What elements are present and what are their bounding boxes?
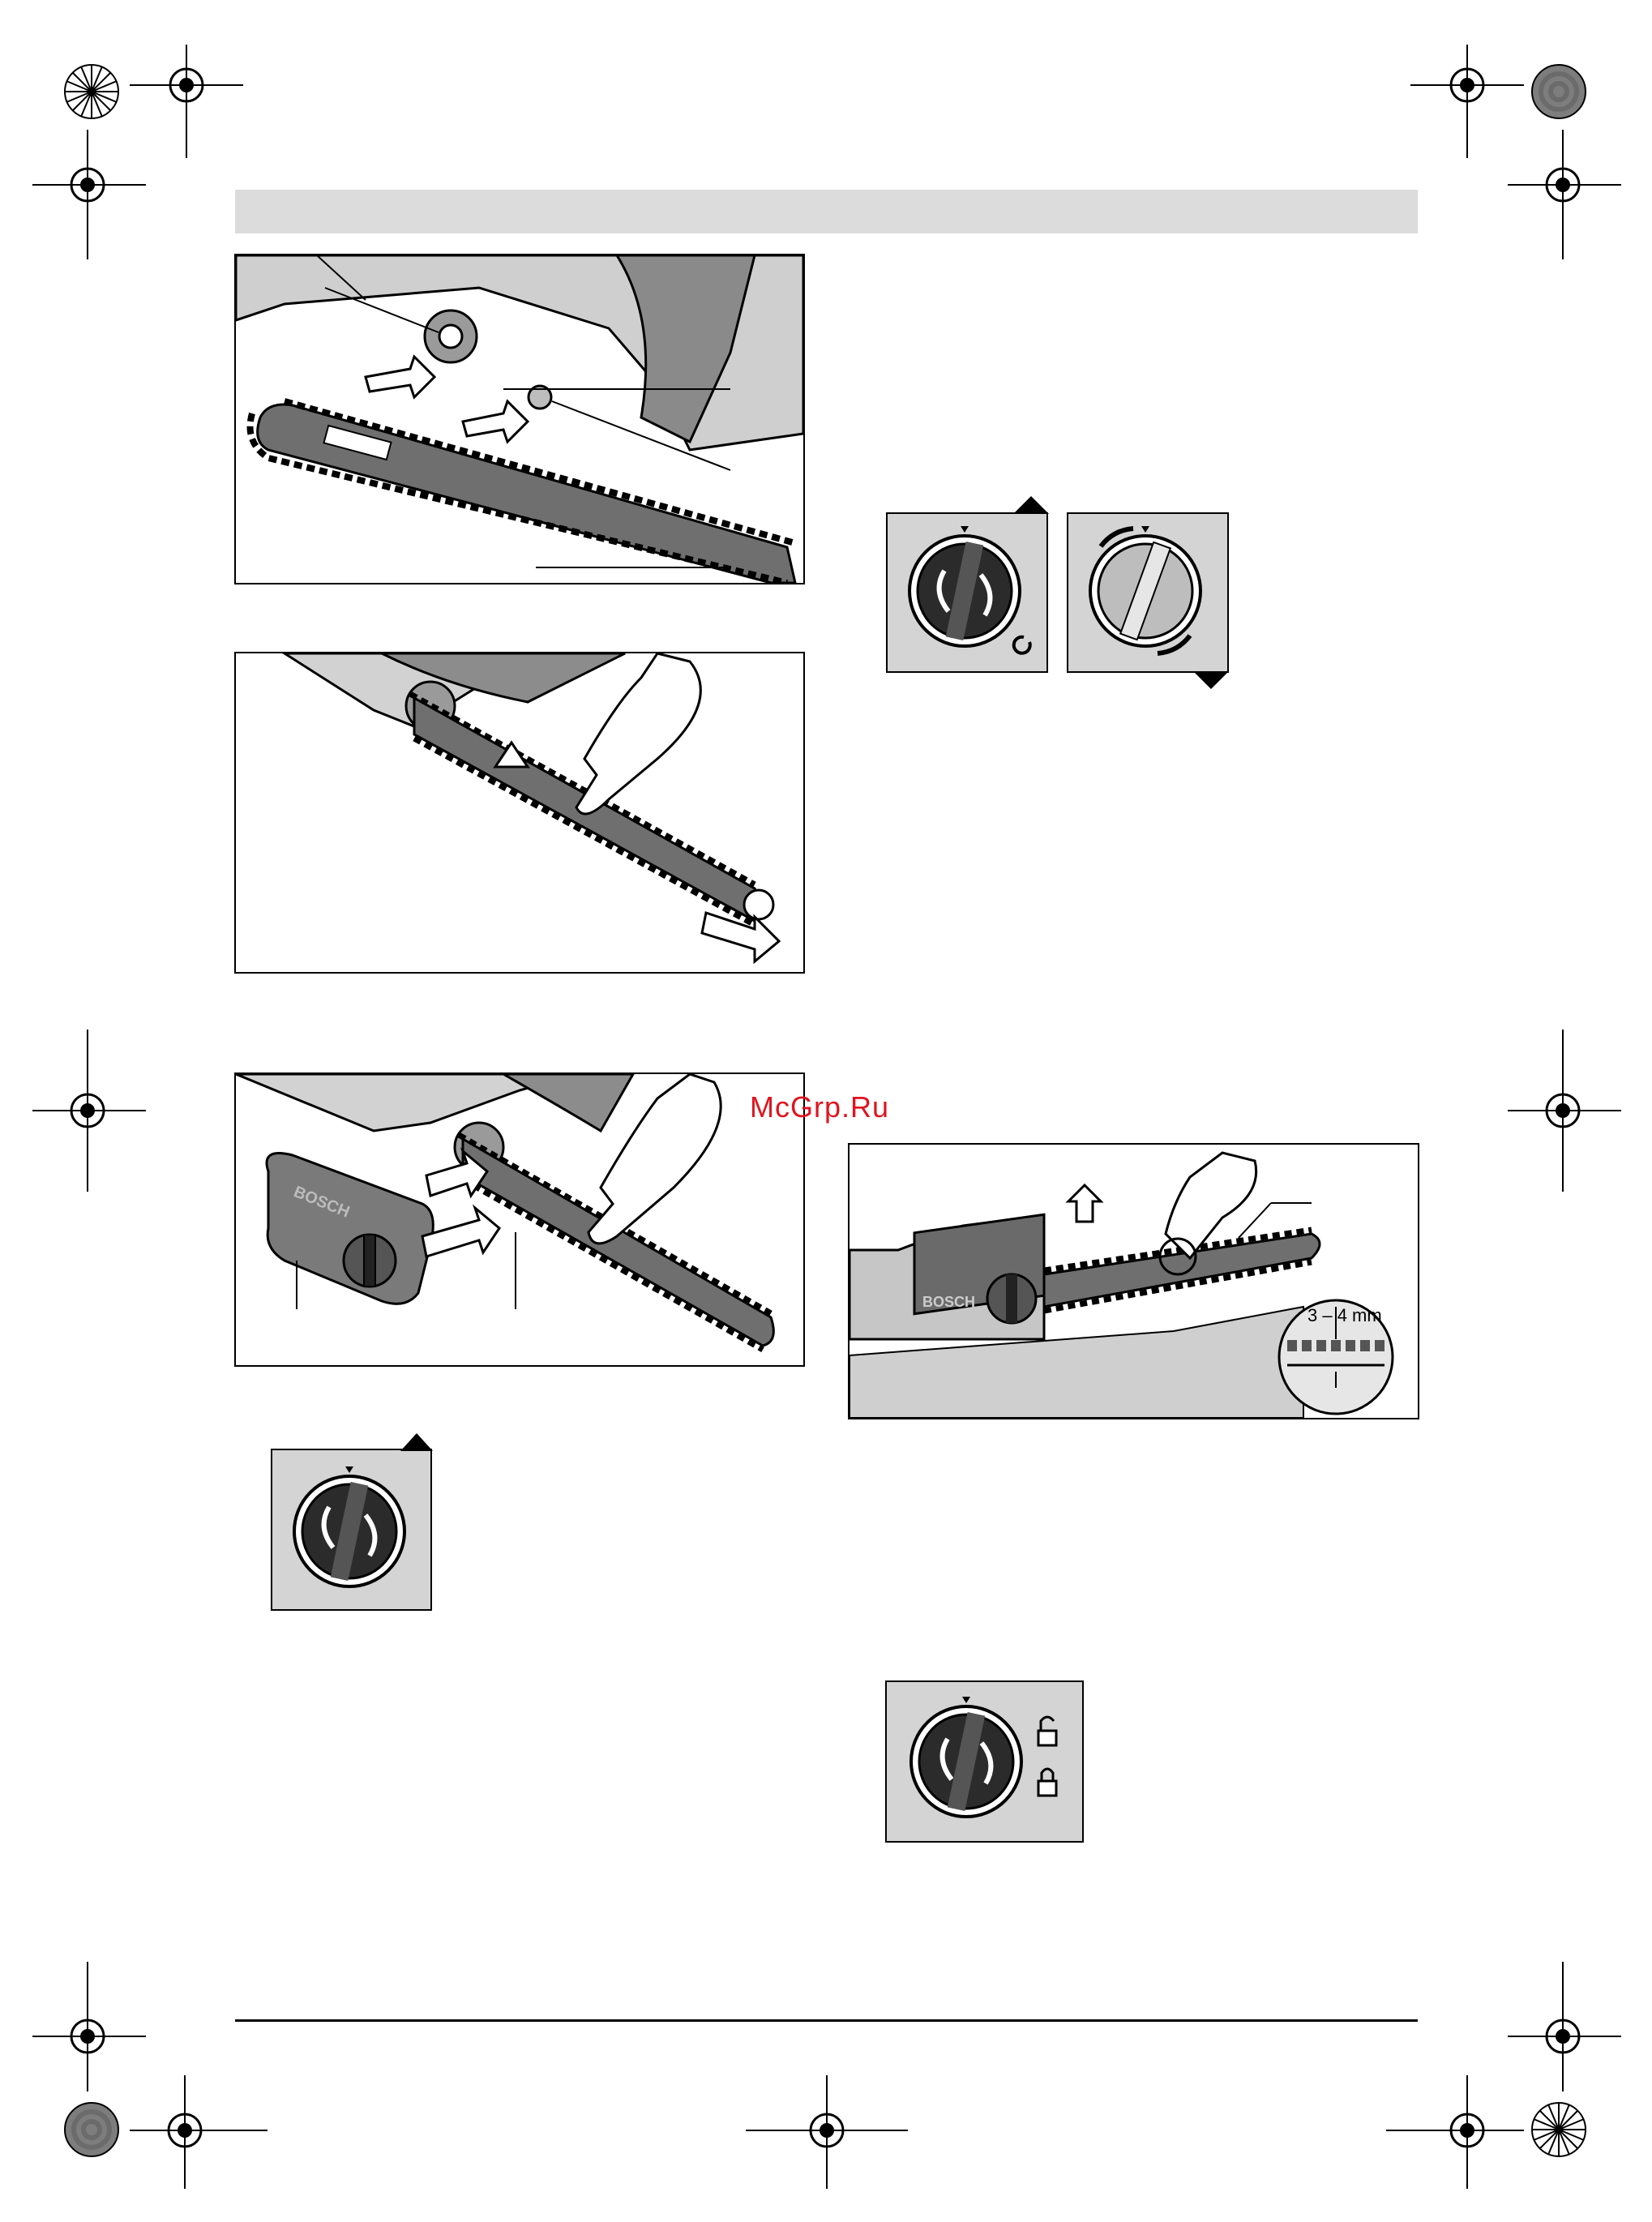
triangle-marker-knob-single [400, 1433, 433, 1451]
unlock-icon [1038, 1717, 1056, 1745]
chain-and-bar-exploded-icon [236, 255, 803, 583]
cover-fitting-illustration [236, 1074, 803, 1365]
chain-sag-check-illustration [850, 1145, 1418, 1418]
figure-chain-fitting [234, 254, 805, 584]
cover-brand-label: BOSCH [291, 1183, 353, 1222]
registration-mark-right-middle [1508, 1030, 1621, 1192]
tension-knob-loose-icon [1068, 514, 1227, 671]
tension-knob-icon [272, 1450, 430, 1609]
star-target-top-left [63, 63, 120, 120]
grey-target-top-right [1530, 63, 1587, 120]
tension-knob-pair-icon [888, 514, 1046, 671]
figure-bar-tension [234, 652, 805, 974]
hand-pressing-bar-icon [236, 653, 803, 972]
registration-mark-bottom-left [130, 2075, 267, 2189]
triangle-marker-knob-pair-left [1013, 496, 1049, 514]
lock-icon [1038, 1769, 1056, 1796]
registration-mark-right-lower [1508, 1962, 1621, 2091]
knob-lock-icon [887, 1682, 1082, 1841]
triangle-marker-knob-pair-right [1193, 671, 1229, 689]
chain-gap-label: 3 – 4 mm [1307, 1305, 1382, 1325]
registration-mark-left-lower [32, 1962, 146, 2091]
registration-mark-top-left [130, 45, 243, 158]
figure-knob-pair-right [1067, 512, 1229, 673]
figure-knob-pair-left [886, 512, 1048, 673]
watermark-text: McGrp.Ru [750, 1090, 890, 1124]
saw-brand-label: BOSCH [922, 1294, 976, 1310]
registration-mark-top-right [1410, 45, 1524, 158]
figure-cover-fitting [234, 1072, 805, 1367]
registration-mark-bottom-center [746, 2075, 908, 2189]
registration-mark-left-middle [32, 1030, 146, 1192]
grey-target-bottom-left [63, 2101, 120, 2158]
star-target-bottom-right [1530, 2101, 1587, 2158]
figure-knob-lock [885, 1680, 1084, 1843]
registration-mark-right-upper [1508, 130, 1621, 259]
registration-mark-left-upper [32, 130, 146, 259]
page-header-bar [235, 190, 1418, 233]
figure-knob-single [271, 1449, 432, 1611]
figure-chain-check [848, 1143, 1419, 1419]
page-footer-rule [235, 2019, 1418, 2022]
registration-mark-bottom-right [1386, 2075, 1524, 2189]
